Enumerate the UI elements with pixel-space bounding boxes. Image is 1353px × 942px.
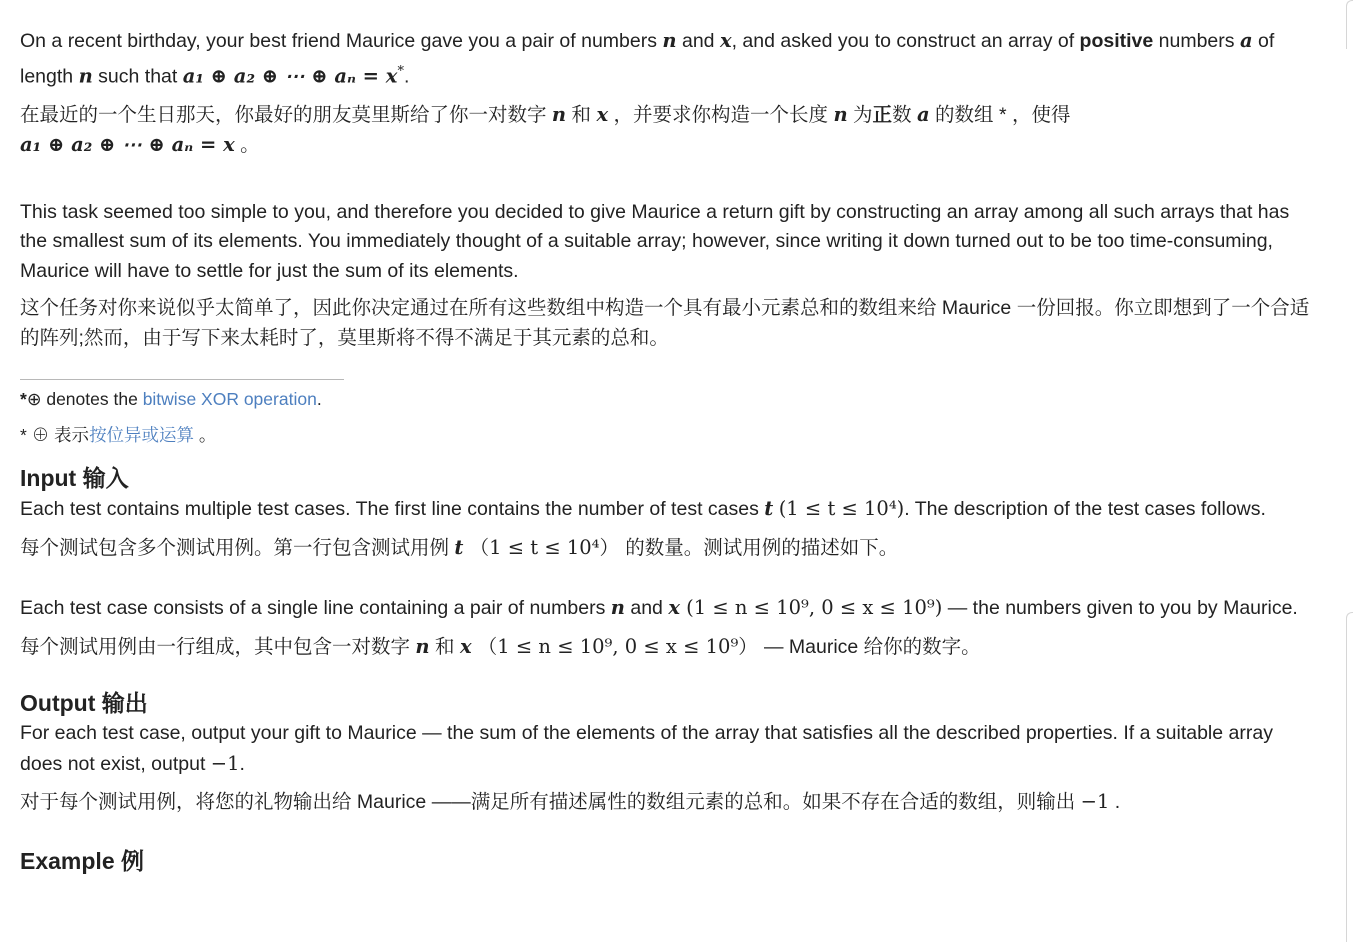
bold-positive: positive (1079, 30, 1154, 52)
text: Each test contains multiple test cases. The first line contains the number of test cases (20, 498, 765, 520)
math-n: n (78, 64, 93, 87)
text: — the numbers given to you by Maurice. (942, 597, 1298, 619)
text: . (239, 752, 245, 775)
text: 数 (892, 103, 917, 126)
text: of length (20, 30, 1275, 87)
intro-en (20, 26, 1320, 92)
text: 表示 (49, 425, 90, 445)
intro-zh (20, 100, 1320, 161)
constraint: (1 ≤ t ≤ 10⁴) (778, 497, 905, 520)
text: 对于每个测试用例，将您的礼物输出给 Maurice ——满足所有描述属性的数组元素的总和。如果不存在合适的数组，则输出 (20, 791, 1081, 813)
footnote-star: * (20, 389, 27, 409)
side-panel-edge (1346, 612, 1353, 942)
math-x: x (668, 596, 680, 619)
xor-symbol: ⊕ (26, 389, 42, 409)
footnote-marker[interactable]: * (397, 63, 404, 79)
text: . (316, 389, 322, 409)
input-p2-zh (20, 632, 1320, 663)
text: 的数量。测试用例的描述如下。 (625, 536, 899, 559)
text: 每个测试包含多个测试用例。第一行包含测试用例 (20, 536, 455, 559)
bold-positive-zh: 正 (872, 103, 893, 126)
math-n: n (551, 102, 567, 126)
text: numbers (1153, 30, 1240, 52)
math-x: x (719, 29, 732, 52)
text: such that (92, 65, 183, 87)
text: and (624, 597, 669, 619)
text: . (403, 65, 410, 87)
math-n: n (610, 596, 625, 619)
text: . (1109, 791, 1121, 813)
text: 和 (429, 635, 460, 658)
footnote-divider (20, 379, 344, 380)
math-n: n (833, 102, 848, 126)
text: and (676, 30, 720, 52)
text: For each test case, output your gift to Maurice — the sum of the elements of the array that satisfies all the described properties. If a suitable array does not exist, output (20, 722, 1273, 775)
xor-formula: a₁ ⊕ a₂ ⊕ ⋯ ⊕ aₙ = x (20, 133, 235, 156)
constraint: （1 ≤ t ≤ 10⁴） (463, 535, 626, 559)
text: Each test case consists of a single line containing a pair of numbers (20, 597, 611, 619)
text: — Maurice 给你的数字。 (763, 635, 981, 658)
input-p2-en (20, 593, 1320, 624)
math-x: x (596, 102, 609, 126)
task-en: This task seemed too simple to you, and therefore you decided to give Maurice a return gift by constructing an array among all such arrays that has the smallest sum of its elements. You immediately thought of a suitable array; however, since writing it down turned out to be too time-consuming, Maurice will have to settle for just the sum of its elements. (20, 200, 1290, 282)
text: 在最近的一个生日那天，你最好的朋友莫里斯给了你一对数字 (20, 103, 552, 126)
xor-link[interactable]: bitwise XOR operation (142, 389, 317, 409)
math-a: a (1239, 29, 1253, 52)
input-heading: Input 输入 (20, 465, 129, 491)
output-en (20, 719, 1320, 779)
side-panel-edge (1346, 0, 1353, 49)
constraint: (1 ≤ n ≤ 10⁹, 0 ≤ x ≤ 10⁹) (679, 596, 943, 619)
input-p1-en (20, 494, 1320, 525)
math-n: n (662, 29, 677, 52)
text: 为 (847, 103, 873, 126)
text: 的数组 * ，使得 (929, 103, 1071, 126)
math-t: t (454, 535, 464, 559)
xor-link-zh[interactable]: 按位异或运算 (89, 425, 195, 445)
problem-statement (20, 26, 1320, 877)
constraint: （1 ≤ n ≤ 10⁹, 0 ≤ x ≤ 10⁹） (471, 634, 764, 658)
text: ，并要求你构造一个长度 (608, 103, 834, 126)
footnote-star: * (20, 425, 32, 445)
math-x: x (459, 634, 472, 658)
task-zh: 这个任务对你来说似乎太简单了，因此你决定通过在所有这些数组中构造一个具有最小元素总和的数组来给 Maurice 一份回报。你立即想到了一个合适的阵列;然而，由于写下来太耗时了，莫里斯将不得不满足于其元素的总和。 (20, 297, 1310, 349)
math-n: n (415, 634, 430, 658)
output-zh (20, 787, 1320, 818)
xor-symbol: ⊕ (31, 425, 50, 445)
text: denotes the (41, 389, 143, 409)
footnote-zh (20, 422, 1320, 449)
math-a: a (916, 102, 930, 126)
example-heading: Example 例 (20, 847, 144, 874)
text: , and asked you to construct an array of (731, 30, 1080, 52)
text: 每个测试用例由一行组成，其中包含一对数字 (20, 635, 416, 658)
output-heading: Output 输出 (20, 690, 148, 716)
input-p1-zh (20, 533, 1320, 564)
xor-formula: a₁ ⊕ a₂ ⊕ ⋯ ⊕ aₙ = x (182, 64, 398, 87)
text: 。 (234, 134, 260, 156)
text: . The description of the test cases follows. (904, 498, 1266, 520)
math-t: t (764, 497, 774, 520)
text: 和 (566, 103, 597, 126)
footnote-en (20, 386, 1320, 413)
text: 。 (194, 425, 217, 445)
text: On a recent birthday, your best friend Maurice gave you a pair of numbers (20, 30, 663, 52)
math-minus-one: −1 (210, 751, 240, 775)
math-minus-one: −1 (1080, 790, 1110, 813)
